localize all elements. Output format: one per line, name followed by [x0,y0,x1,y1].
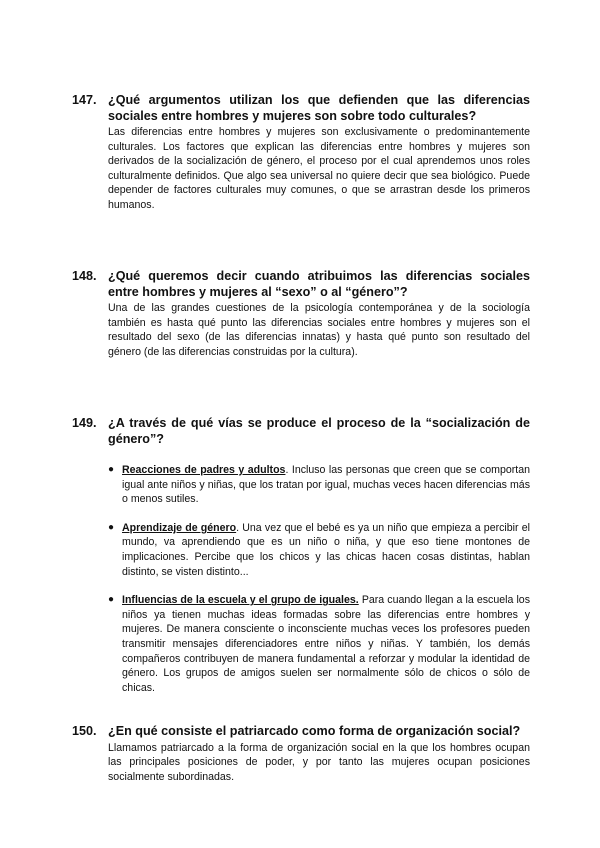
bullet-body: . Una vez que el bebé es ya un niño que empieza a percibir el mundo, va aprendiendo que es un niño o niña, y que eso tiene montones de implicaciones. Percibe que los chicos y las chicas hacen cosas distintas, hablan distinto, se visten distinto... [122,521,530,578]
question-text: ¿En qué consiste el patriarcado como forma de organización social? [108,724,521,738]
bullet-title: Aprendizaje de género [122,521,237,534]
bullet-title: Reacciones de padres y adultos [122,464,286,476]
bullet-body: . Incluso las personas que creen que se comportan igual ante niños y niñas, que los tratan por igual, muchas veces hacen diferencias más o menos sutiles. [122,464,530,506]
question-block-147 [72,93,530,213]
question-number: 147. [72,93,97,107]
question-number: 150. [72,724,97,738]
question-header [72,416,530,447]
bullet-title: Influencias de la escuela y el grupo de iguales. [122,594,359,607]
bullet-body: Para cuando llegan a la escuela los niños ya tienen muchas ideas formadas sobre las diferencias entre hombres y mujeres. De manera consciente o inconsciente muchas veces los profesores pueden transmitir mensajes diferenciadores entre niños y niñas. Y también, los demás compañeros contribuyen de manera fundamental a reforzar y modular la identidad de género. Los grupos de amigos suelen ser normalmente sólo de chicos o sólo de chicas. [122,594,530,694]
question-number: 149. [72,416,97,430]
list-item [108,521,530,579]
answer-text: Una de las grandes cuestiones de la psicología contemporánea y de la sociología también es hasta qué punto las diferencias sociales entre hombres y mujeres son el resultado del sexo (de las diferencias innatas) y hasta qué punto son resultado del género (de las diferencias construidas por la cultura). [108,302,530,358]
question-text: ¿Qué queremos decir cuando atribuimos las diferencias sociales entre hombres y mujeres al “sexo” o al “género”? [108,269,530,299]
question-header [72,724,530,740]
question-header [72,93,530,124]
list-item [108,463,530,507]
bullet-icon: ● [108,464,115,475]
question-text: ¿A través de qué vías se produce el proceso de la “socialización de género”? [108,416,530,446]
question-number: 148. [72,269,97,283]
list-item [108,593,530,695]
question-header [72,269,530,300]
bullet-list [108,463,530,695]
question-block-150 [72,724,530,784]
answer-text: Las diferencias entre hombres y mujeres son exclusivamente o predominantemente culturales. Los factores que explican las diferencias entre hombres y mujeres son derivados de la socialización de género, el proceso por el cual aprendemos unos roles culturalmente definidos. Que algo sea universal no quiere decir que sea biológico. Puede depender de factores culturales muy comunes, o que se arrastran desde los primeros humanos. [108,126,530,211]
question-block-149 [72,416,530,709]
question-block-148 [72,269,530,359]
question-text: ¿Qué argumentos utilizan los que defienden que las diferencias sociales entre hombres y mujeres son sobre todo culturales? [108,93,530,123]
answer-text: Llamamos patriarcado a la forma de organización social en la que los hombres ocupan las principales posiciones de poder, y por tanto las mujeres ocupan posiciones socialmente subordinadas. [108,741,530,783]
bullet-icon: ● [108,594,115,606]
bullet-icon: ● [108,521,115,533]
